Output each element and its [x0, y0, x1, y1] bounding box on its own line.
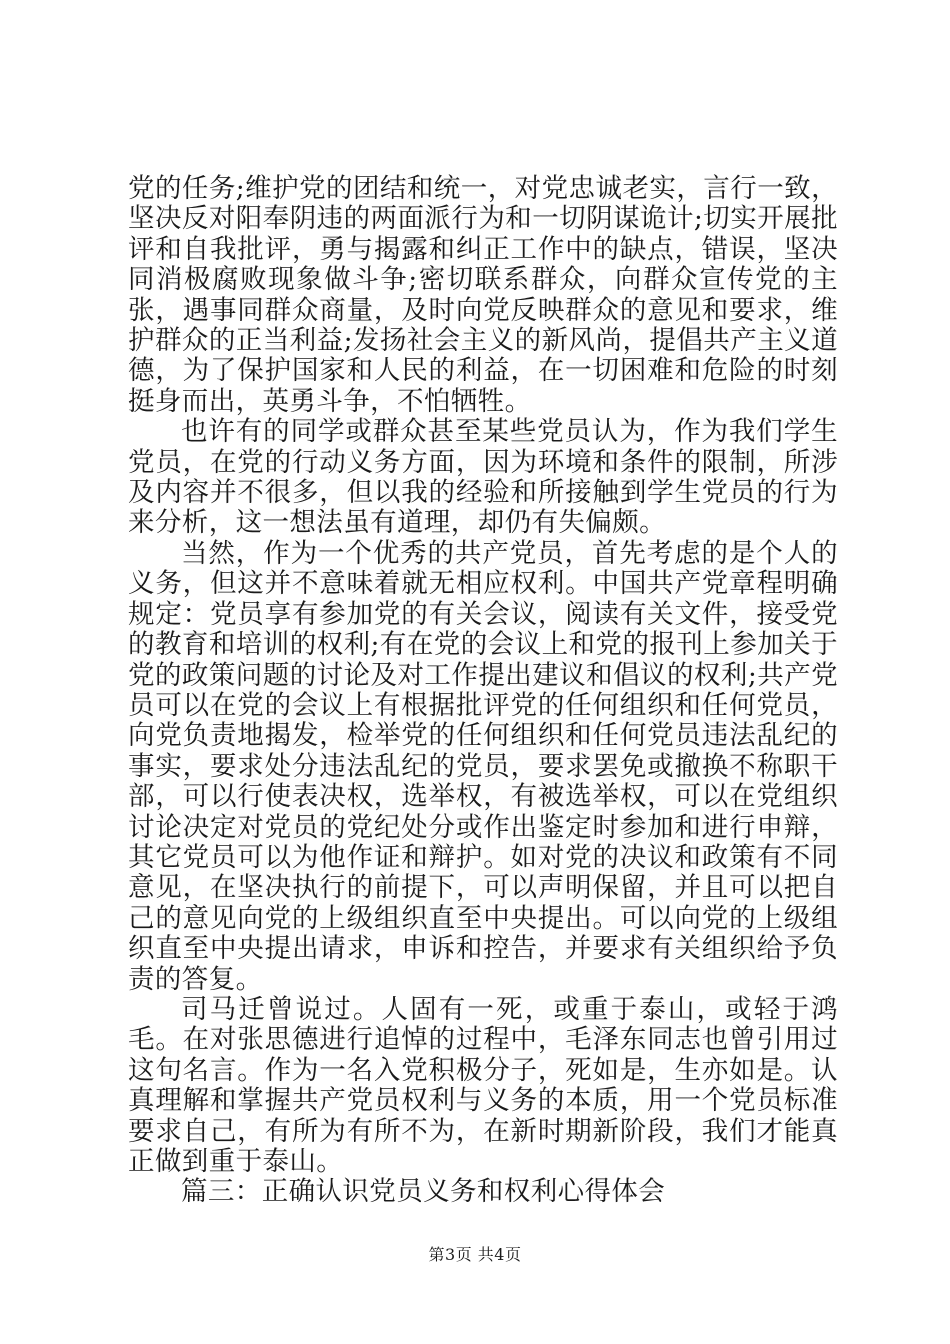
section-heading: 篇三：正确认识党员义务和权利心得体会 [181, 1176, 666, 1208]
paragraph: 当然，作为一个优秀的共产党员，首先考虑的是个人的义务，但这并不意味着就无相应权利。中国共产党章程明确规定：党员享有参加党的有关会议，阅读有关文件，接受党的教育和培训的权利;有在党的会议上和党的报刊上参加关于党的政策问题的讨论及对工作提出建议和倡议的权利;共产党员可以在党的会议上有根据批评党的任何组织和任何党员，向党负责地揭发，检举党的任何组织和任何党员违法乱纪的事实，要求处分违法乱纪的党员，要求罢免或撤换不称职干部，可以行使表决权，选举权，有被选举权，可以在党组织讨论决定对党员的党纪处分或作出鉴定时参加和进行申辩，其它党员可以为他作证和辩护。如对党的决议和政策有不同意见，在坚决执行的前提下，可以声明保留，并且可以把自己的意见向党的上级组织直至中央提出。可以向党的上级组织直至中央提出请求，申诉和控告，并要求有关组织给予负责的答复。 [128, 537, 838, 995]
document-body [128, 174, 838, 1208]
page-number-footer: 第3页 共4页 [428, 1245, 522, 1264]
paragraph-continued: 党的任务;维护党的团结和统一，对党忠诚老实，言行一致，坚决反对阳奉阴违的两面派行为和一切阴谋诡计;切实开展批评和自我批评，勇与揭露和纠正工作中的缺点，错误，坚决同消极腐败现象做斗争;密切联系群众，向群众宣传党的主张，遇事同群众商量，及时向党反映群众的意见和要求，维护群众的正当利益;发扬社会主义的新风尚，提倡共产主义道德，为了保护国家和人民的利益，在一切困难和危险的时刻挺身而出，英勇斗争，不怕牺牲。 [128, 173, 838, 417]
paragraph: 司马迁曾说过。人固有一死，或重于泰山，或轻于鸿毛。在对张思德进行追悼的过程中，毛泽东同志也曾引用过这句名言。作为一名入党积极分子，死如是，生亦如是。认真理解和掌握共产党员权利与义务的本质，用一个党员标准要求自己，有所为有所不为，在新时期新阶段，我们才能真正做到重于泰山。 [128, 993, 838, 1177]
paragraph: 也许有的同学或群众甚至某些党员认为，作为我们学生党员，在党的行动义务方面，因为环境和条件的限制，所涉及内容并不很多，但以我的经验和所接触到学生党员的行为来分析，这一想法虽有道理，却仍有失偏颇。 [128, 416, 838, 539]
